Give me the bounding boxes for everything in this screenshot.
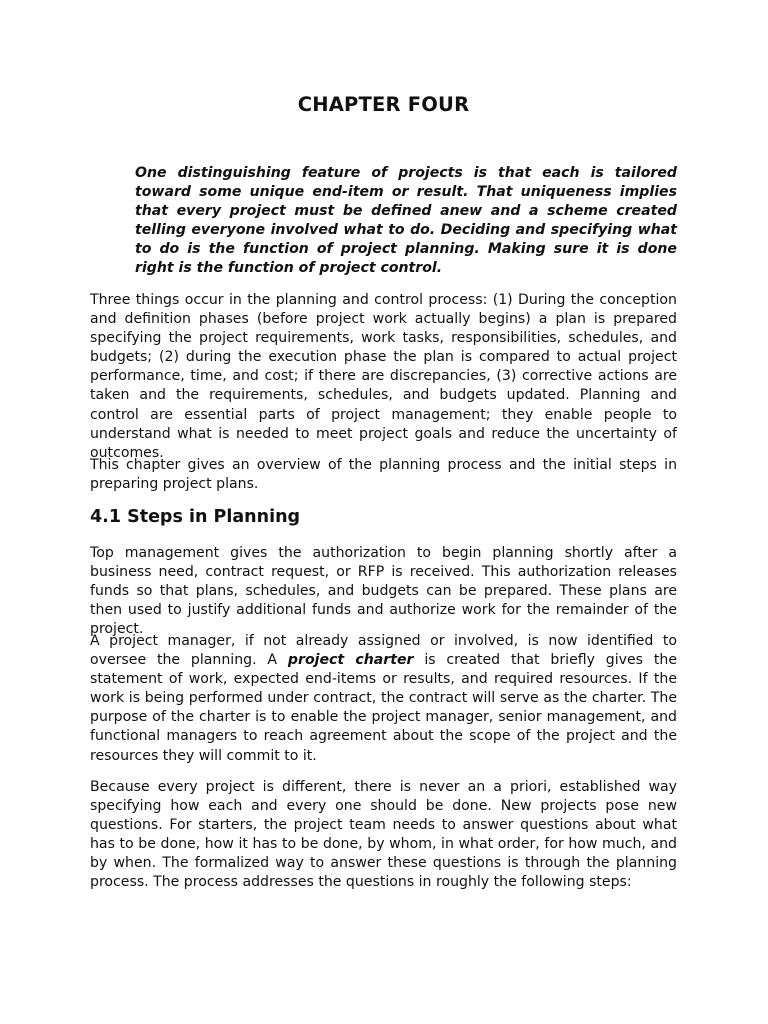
paragraph-planning-questions: Because every project is different, there is never an a priori, established way specifying how each and every one should be done. New projects pose new questions. For starters, the project team needs to answer questions about what has to be done, how it has to be done, by whom, in what order, for how much, and by when. The formalized way to answer these questions is through the planning process. The process addresses the questions in roughly the following steps:: [90, 779, 677, 891]
paragraph-planning-control-process: Three things occur in the planning and control process: (1) During the conception and definition phases (before project work actually begins) a plan is prepared specifying the project requirements, work tasks, responsibilities, schedules, and budgets; (2) during the execution phase the plan is compared to actual project performance, time, and cost; if there are discrepancies, (3) corrective actions are taken and the requirements, schedules, and budgets updated. Planning and control are essential parts of project management; they enable people to understand what is needed to meet project goals and reduce the uncertainty of outcomes.: [90, 292, 677, 461]
paragraph-text: A project manager, if not already assigned or involved, is now identified to oversee the planning. A: [90, 633, 677, 669]
chapter-epigraph: One distinguishing feature of projects is that each is tailored toward some unique end-item or result. That uniqueness implies that every project must be defined anew and a scheme created telling everyone involved what to do. Deciding and specifying what to do is the function of project planning. Making sure it is done right is the function of project control.: [135, 165, 677, 277]
paragraph-text: is created that briefly gives the statement of work, expected end-items or results, and required resources. If the work is being performed under contract, the contract will serve as the charter. The purpose of the charter is to enable the project manager, senior management, and functional managers to reach agreement about the scope of the project and the resources they will commit to it.: [90, 652, 677, 764]
paragraph-authorization: Top management gives the authorization to begin planning shortly after a business need, contract request, or RFP is received. This authorization releases funds so that plans, schedules, and budgets can be prepared. These plans are then used to justify additional funds and authorize work for the remainder of the project.: [90, 545, 677, 638]
chapter-title: CHAPTER FOUR: [297, 93, 470, 116]
paragraph-chapter-overview: This chapter gives an overview of the planning process and the initial steps in preparing project plans.: [90, 457, 677, 493]
project-charter-term: project charter: [287, 652, 414, 669]
paragraph-project-charter: [90, 632, 677, 766]
section-heading: 4.1 Steps in Planning: [90, 507, 301, 527]
